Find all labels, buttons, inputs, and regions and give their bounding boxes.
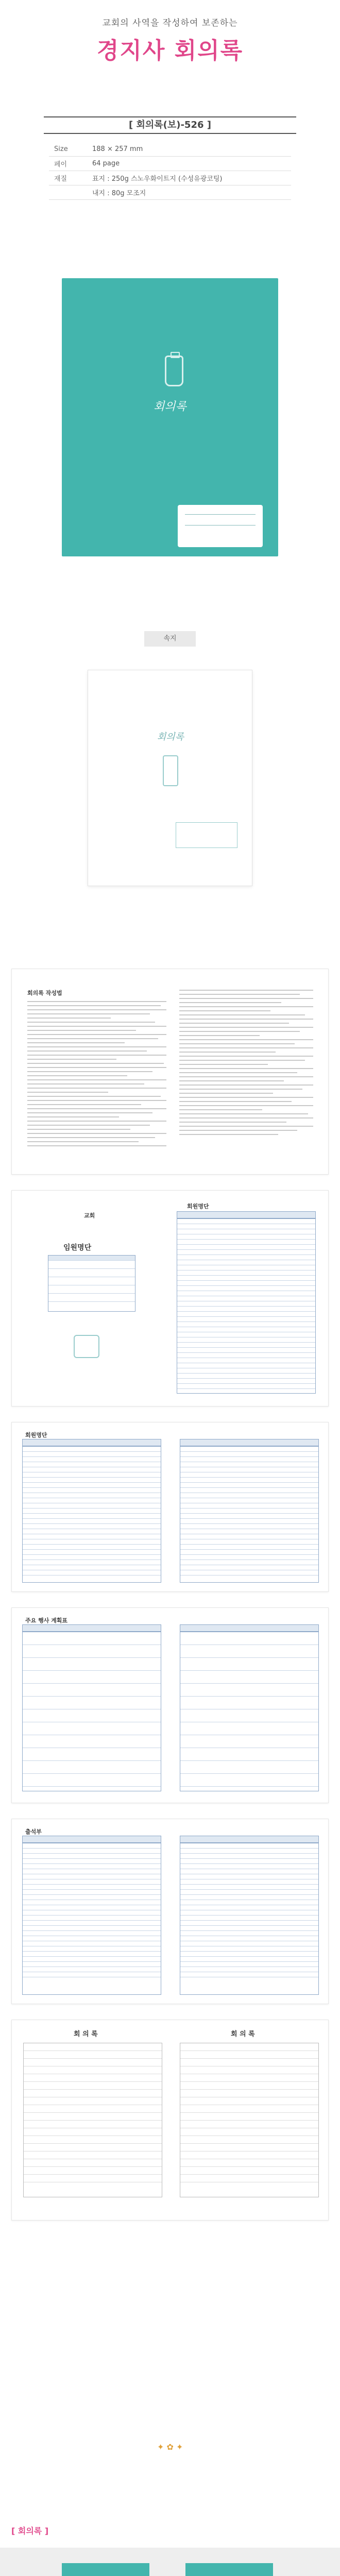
spec-label: 재질 (54, 175, 67, 183)
member-roster-title: 회원명단 (25, 1432, 47, 1438)
spec-row (49, 157, 291, 171)
writing-guide-sheet (11, 969, 329, 1175)
spec-value: 64 page (92, 160, 120, 167)
event-plan-title: 주요 행사 계획표 (25, 1617, 68, 1624)
writing-guide-title: 회의록 작성법 (27, 990, 62, 996)
spec-row (49, 185, 291, 200)
jar-illustration (74, 1335, 99, 1358)
attendance-title: 출석부 (25, 1828, 42, 1835)
minutes-title: 회 의 록 (74, 2030, 98, 2038)
spec-value: 내지 : 80g 모조지 (92, 190, 146, 197)
related-product-item[interactable] (62, 2563, 149, 2576)
spec-row (49, 142, 291, 157)
spec-value: 표지 : 250g 스노우화이트지 (수성유광코팅) (92, 175, 223, 183)
member-roster-sheet (11, 1422, 329, 1592)
member-list-title: 회원명단 (187, 1203, 209, 1210)
cover-logo: 회의록 (154, 400, 186, 413)
cover-image (62, 278, 278, 556)
related-product-item[interactable] (185, 2563, 273, 2576)
spec-label: 페이 (54, 161, 67, 168)
decorative-stars-icon: ✦ ✿ ✦ (157, 2442, 183, 2452)
officer-list-title: 임원명단 (63, 1244, 92, 1252)
tagline: 교회의 사역을 작성하여 보존하는 (102, 18, 238, 28)
inner-logo: 회의록 (157, 732, 184, 742)
spec-table (49, 142, 291, 200)
cover-name-box (178, 505, 263, 547)
church-name-label: 교회 (84, 1212, 95, 1219)
inner-section-label: 속지 (144, 631, 196, 647)
inner-name-box (176, 822, 237, 848)
spec-value: 188 × 257 mm (92, 145, 143, 153)
related-product-cover[interactable] (62, 2563, 149, 2576)
event-plan-sheet (11, 1607, 329, 1803)
related-section-label: [ 회의록 ] (11, 2526, 49, 2536)
plant-illustration (163, 755, 178, 786)
minutes-sheet (11, 2020, 329, 2221)
product-name: [ 회의록(보)-526 ] (44, 116, 296, 134)
jar-illustration (165, 355, 183, 386)
page-title: 경지사 회의록 (96, 38, 244, 64)
inner-page-image (88, 670, 252, 886)
spec-label: Size (54, 145, 68, 153)
spec-row (49, 171, 291, 185)
minutes-title-right: 회 의 록 (231, 2030, 255, 2038)
attendance-sheet (11, 1819, 329, 2004)
officer-list-sheet (11, 1190, 329, 1406)
related-product-cover[interactable] (185, 2563, 273, 2576)
related-products-panel (0, 2548, 340, 2576)
